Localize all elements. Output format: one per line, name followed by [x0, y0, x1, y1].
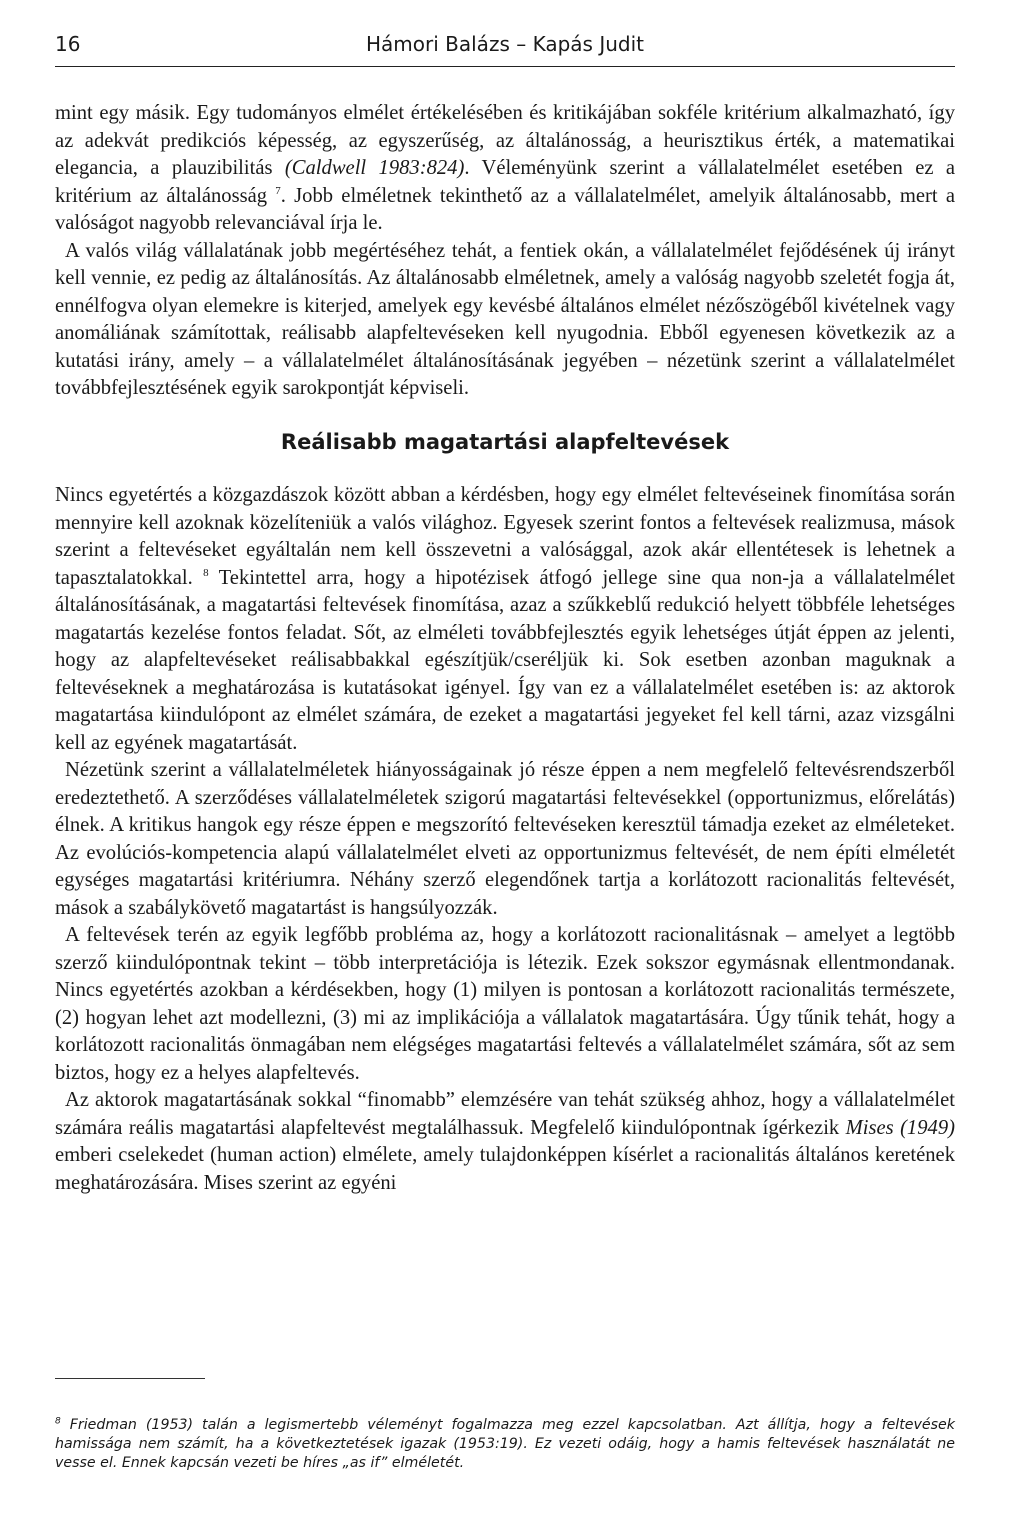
- paragraph: [55, 922, 955, 1087]
- text-run: Tekintettel arra, hogy a hipotézisek átfogó jellege sine qua non-ja a vállalatelmélet általánosításának, a magatartási feltevések finomítása, azaz a szűkkeblű redukció helyett többféle lehetséges magatartás kezelése fontos feladat. Sőt, az elméleti továbbfejlesztés egyik lehetséges útját éppen az jelenti, hogy az alapfeltevéseket reálisabbakkal egészítjük/cseréljük ki. Sok esetben azonban maguknak a feltevéseknek a meghatározása is kutatásokat igényel. Így van ez a vállalatelmélet esetében is: az aktorok magatartása kiindulópont az elmélet számára, de ezeket a magatartási jegyeket fel kell tárni, azaz vizsgálni kell az egyének magatartását.: [55, 566, 956, 754]
- text-run: Az aktorok magatartásának sokkal “finomabb” elemzésére van tehát szükség ahhoz, hogy a vállalatelmélet számára reális magatartási alapfeltevést megtalálhassuk. Megfelelő kiindulópontnak ígérkezik: [55, 1089, 955, 1139]
- citation: (Caldwell 1983:824): [284, 157, 465, 179]
- footnote: [55, 1416, 955, 1473]
- paragraph: [55, 482, 955, 757]
- paragraph: [55, 100, 955, 238]
- text-run: A feltevések terén az egyik legfőbb probléma az, hogy a korlátozott racionalitásnak – amelyet a legtöbb szerző kiindulópontnak tekint – több interpretációja is létezik. Ezek sokszor egymásnak ellentmondanak. Nincs egyetértés azokban a kérdésekben, hogy (1) milyen is pontosan a korlátozott racionalitás természete, (2) hogyan lehet azt modellezni, (3) mi az implikációja a vállalatok magatartására. Úgy tűnik tehát, hogy a korlátozott racionalitás önmagában nem elégséges magatartási feltevés a vállalatelmélet számára, sőt az sem biztos, hogy ez a helyes alapfeltevés.: [55, 924, 955, 1084]
- text-run: Nincs egyetértés a közgazdászok között abban a kérdésben, hogy egy elmélet feltevéseinek finomítása során mennyire kell azoknak közelíteniük a valós világhoz. Egyesek szerint fontos a feltevések realizmusa, mások szerint a feltevéseket egyáltalán nem kell összevetni a valósággal, azok akár ellentétesek is lehetnek a tapasztalatokkal.: [55, 484, 955, 589]
- text-run: . Jobb elméletnek tekinthető az a vállalatelmélet, amelyik általánosabb, mert a valóságot nagyobb relevanciával írja le.: [55, 184, 955, 234]
- text-run: Nézetünk szerint a vállalatelméletek hiányosságainak jó része éppen a nem megfelelő feltevésrendszerből eredeztethető. A szerződéses vállalatelméletek szigorú magatartási feltevésekkel (opportunizmus, előrelátás) élnek. A kritikus hangok egy része éppen e megszorító feltevéseken keresztül támadja ezeket az elméleteket. Az evolúciós-kompetencia alapú vállalatelmélet elveti az opportunizmus feltevését, de nem építi elméletét egységes magatartási kritériumra. Néhány szerző elegendőnek tartja a korlátozott racionalitás feltevését, mások a szabálykövető magatartást is hangsúlyozzák.: [55, 759, 955, 919]
- intro-paragraphs: [55, 100, 955, 403]
- section-heading: Reálisabb magatartási alapfeltevések: [280, 429, 730, 454]
- footnote-text: Friedman (1953) talán a legismertebb véleményt fogalmazza meg ezzel kapcsolatban. Azt állítja, hogy a feltevések hamissága nem számít, ha a következtetések igazak (1953:19). Ez vezeti odáig, hogy a hamis feltevések használatát ne vesse el. Ennek kapcsán vezeti be híres „as if” elméletét.: [55, 1417, 955, 1471]
- footnote-ref: 7: [275, 184, 281, 197]
- footnote-ref: 8: [203, 566, 209, 579]
- footnote-rule: [55, 1378, 205, 1379]
- paragraph: [55, 1087, 955, 1197]
- footnote-marker: 8: [55, 1416, 61, 1427]
- section-paragraphs: [55, 482, 955, 1197]
- citation: Mises (1949): [845, 1116, 955, 1139]
- running-header: [55, 28, 955, 62]
- body-text: [55, 100, 955, 1197]
- page-number: 16: [55, 32, 81, 56]
- text-run: mint egy másik. Egy tudományos elmélet értékelésében és kritikájában sokféle kritérium alkalmazható, így az adekvát predikciós képesség, az egyszerűség, az általánosság, a heurisztikus érték, a matematikai elegancia, a plauzibilitás: [55, 102, 955, 179]
- text-run: emberi cselekedet (human action) elmélete, amely tulajdonképpen kísérlet a racionalitás általános keretének meghatározására. Mises szerint az egyéni: [55, 1144, 955, 1194]
- text-run: A valós világ vállalatának jobb megértéséhez tehát, a fentiek okán, a vállalatelmélet fejődésének új irányt kell vennie, ez pedig az általánosítás. Az általánosabb elméletnek, amely a valóság nagyobb szeletét fogja át, ennélfogva olyan elemekre is kiterjed, amelyek egy kevésbé általános elmélet nézőszögéből kivételnek vagy anomáliának számítottak, reálisabb alapfeltevéseken kell nyugodnia. Ebből egyenesen következik az a kutatási irány, amely – a vállalatelmélet általánosításának jegyében – nézetünk szerint a vállalatelmélet továbbfejlesztésének egyik sarokpontját képviseli.: [55, 239, 955, 399]
- paragraph: [55, 238, 955, 403]
- page: [55, 28, 956, 1471]
- text-run: . Véleményünk szerint a vállalatelmélet esetében ez a kritérium az általánosság: [55, 157, 956, 207]
- header-rule: [55, 66, 955, 67]
- paragraph: [55, 757, 955, 922]
- running-title: Hámori Balázs – Kapás Judit: [366, 32, 644, 56]
